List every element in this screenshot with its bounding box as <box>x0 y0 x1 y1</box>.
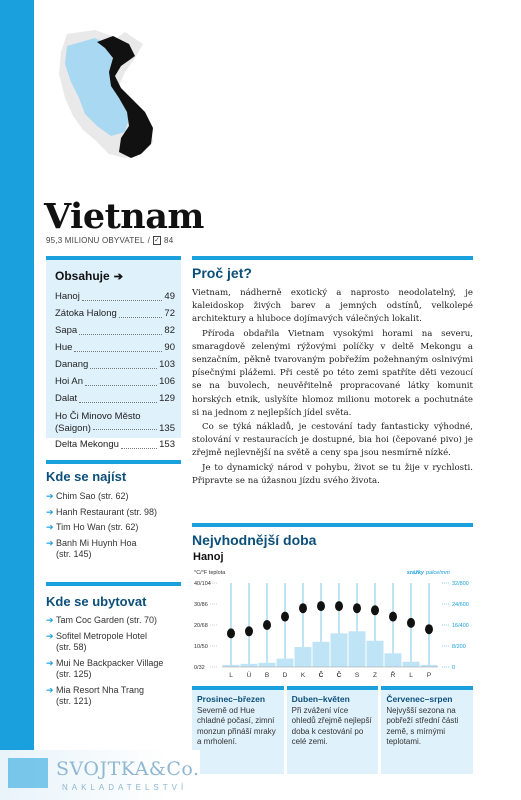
temp-tick-label: 30/86 <box>194 602 208 608</box>
leader-dots <box>82 288 163 301</box>
sleep-heading: Kde se ubytovat <box>46 594 147 609</box>
publisher-name: SVOJTKA&Co. <box>56 758 200 780</box>
leader-dots <box>93 423 157 431</box>
publisher-logo <box>0 750 200 800</box>
sleep-item-text: (str. 125) <box>56 669 92 679</box>
toc-item[interactable] <box>55 339 175 356</box>
eat-item-text: Chim Sao (str. 62) <box>56 491 129 501</box>
toc-page: 72 <box>164 308 175 319</box>
contents-heading-text: Obsahuje <box>55 269 110 283</box>
toc-item[interactable] <box>55 305 175 322</box>
month-label: Ř <box>390 672 396 679</box>
sleep-item[interactable] <box>46 685 181 708</box>
temp-tick-label: 40/104 <box>194 581 211 587</box>
toc-item[interactable] <box>55 411 175 434</box>
section-rule <box>192 523 473 527</box>
rain-bar <box>367 641 384 667</box>
month-label: K <box>300 672 306 679</box>
month-label: L <box>409 672 413 679</box>
toc-name: Danang <box>55 359 89 370</box>
rain-bar <box>241 664 258 667</box>
temp-tick-label: 10/50 <box>194 644 208 650</box>
eat-item-text: (str. 145) <box>56 549 92 559</box>
sleep-list <box>46 615 181 712</box>
toc-page: 49 <box>164 291 175 302</box>
vietnam-locator-map <box>55 28 160 178</box>
month-label: Č <box>318 672 324 679</box>
rain-tick-label: 32/800 <box>452 581 469 587</box>
toc-name: Ho Či Minovo Město <box>55 411 141 422</box>
temp-dot <box>299 603 307 613</box>
toc-item[interactable] <box>55 390 175 407</box>
climate-chart <box>192 565 473 685</box>
toc-page: 90 <box>164 342 175 353</box>
temp-dot <box>263 620 271 630</box>
arrow-right-icon: ➔ <box>113 270 123 283</box>
leader-dots <box>90 356 157 369</box>
rain-bar <box>403 662 420 667</box>
toc-name: (Saigon) <box>55 422 91 434</box>
toc-page: 103 <box>159 359 175 370</box>
rain-axis-label: palce/mm <box>426 570 450 576</box>
rain-bar <box>295 647 312 667</box>
toc-name: Hanoj <box>55 291 80 302</box>
month-label: S <box>354 672 360 679</box>
toc-item[interactable] <box>55 288 175 305</box>
section-rule <box>46 460 181 464</box>
side-color-strip <box>0 0 34 800</box>
toc-name: Hoi An <box>55 376 83 387</box>
temp-dot <box>245 626 253 636</box>
temp-tick-label: 20/68 <box>194 623 208 629</box>
season-text: Nejvyšší sezona na pobřeží střední části země, s mírnými teplotami. <box>386 706 459 747</box>
seasons-row <box>192 686 473 774</box>
season-card <box>192 686 284 774</box>
why-paragraph: Vietnam, nádherně exotický a naprosto neodolatelný, je kaleidoskop živých barev a jemných odstínů, velkolepé architektury a hluboce dojímavých válečných lokalit. <box>192 288 473 325</box>
publisher-badge-icon <box>8 758 48 788</box>
temp-dot <box>371 605 379 615</box>
toc-item[interactable] <box>55 436 175 453</box>
temp-dot <box>407 618 415 628</box>
leader-dots <box>85 373 157 386</box>
contents-list <box>55 288 175 453</box>
eat-list <box>46 491 181 565</box>
page-ref: 84 <box>164 236 174 245</box>
temp-dot <box>389 612 397 622</box>
arrow-right-icon: ➔ <box>46 657 54 668</box>
why-paragraph: Co se týká nákladů, je cestování tady fantasticky výhodné, stolování v restauracích je dostupné, bia hoi (čepované pivo) je zřejmě nejlevnější na světě a ceny spa jsou nesmírně nízké. <box>192 422 473 459</box>
toc-item[interactable] <box>55 373 175 390</box>
sleep-item[interactable] <box>46 631 181 654</box>
month-label: Č <box>336 672 342 679</box>
season-card <box>287 686 379 774</box>
season-heading: Duben–květen <box>291 694 350 704</box>
city-name: Hanoj <box>193 551 224 563</box>
temp-axis-label: °C/°F teplota <box>194 570 226 576</box>
arrow-right-icon: ➔ <box>46 630 54 641</box>
rain-tick-label: 8/200 <box>452 644 466 650</box>
toc-page: 129 <box>159 393 175 404</box>
temp-tick-label: 0/32 <box>194 665 205 671</box>
eat-item[interactable] <box>46 522 181 534</box>
sleep-item-text: (str. 58) <box>56 642 87 652</box>
arrow-right-icon: ➔ <box>46 684 54 695</box>
best-time-heading: Nejvhodnější doba <box>192 532 317 548</box>
population-text: 95,3 MILIONU OBYVATEL <box>46 236 145 245</box>
section-rule <box>192 256 473 260</box>
temp-dot <box>335 601 343 611</box>
sleep-item-text: (str. 121) <box>56 696 92 706</box>
sleep-item-text: Tam Coc Garden (str. 70) <box>56 615 158 625</box>
eat-item[interactable] <box>46 507 181 519</box>
sleep-item-text: Mia Resort Nha Trang <box>56 684 145 695</box>
contents-heading <box>55 269 123 283</box>
eat-item[interactable] <box>46 538 181 561</box>
month-label: Ú <box>246 672 252 679</box>
season-text: Severně od Hue chladné počasí, zimní monzun přináší mraky a mrholení. <box>197 706 276 747</box>
sleep-item[interactable] <box>46 615 181 627</box>
population-line <box>46 236 173 245</box>
temp-dot <box>353 603 361 613</box>
temp-dot <box>281 612 289 622</box>
temp-dot <box>425 624 433 634</box>
section-rule <box>46 582 181 586</box>
eat-heading: Kde se najíst <box>46 469 127 484</box>
rain-bar <box>313 642 330 667</box>
season-card <box>381 686 473 774</box>
eat-item-text: Hanh Restaurant (str. 98) <box>56 506 158 517</box>
month-label: D <box>282 672 288 679</box>
rain-bar <box>223 665 240 667</box>
eat-item-text: Banh Mi Huynh Hoa <box>56 537 137 548</box>
rain-bar <box>385 653 402 667</box>
rain-bar <box>259 663 276 667</box>
contents-box <box>46 256 181 450</box>
month-label: B <box>264 672 270 679</box>
arrow-right-icon: ➔ <box>46 506 54 517</box>
why-heading: Proč jet? <box>192 265 252 281</box>
toc-name: Sapa <box>55 325 78 336</box>
arrow-right-icon: ➔ <box>46 491 54 501</box>
arrow-right-icon: ➔ <box>46 615 54 625</box>
leader-dots <box>79 390 157 403</box>
why-body <box>192 287 473 489</box>
rain-axis-label-bold: srážky <box>406 570 424 576</box>
leader-dots <box>79 322 162 335</box>
arrow-right-icon: ➔ <box>46 522 54 532</box>
leader-dots <box>74 339 162 352</box>
toc-item[interactable] <box>55 322 175 339</box>
leader-dots <box>121 436 157 449</box>
rain-bar <box>277 659 294 667</box>
toc-name: Dalat <box>55 393 78 404</box>
leader-dots <box>119 305 163 318</box>
toc-page: 82 <box>164 325 175 336</box>
rain-bar <box>421 665 438 667</box>
toc-page: 106 <box>159 376 175 387</box>
rain-tick-label: 16/400 <box>452 623 469 629</box>
page-title: Vietnam <box>44 196 204 237</box>
eat-item[interactable] <box>46 491 181 503</box>
publisher-sub: NAKLADATELSTVÍ <box>62 783 188 792</box>
toc-name: Delta Mekongu <box>55 439 119 450</box>
toc-name: Hue <box>55 342 73 353</box>
temp-dot <box>317 601 325 611</box>
season-heading: Červenec–srpen <box>386 694 453 704</box>
temp-dot <box>227 628 235 638</box>
rain-bar <box>349 631 366 667</box>
season-heading: Prosinec–březen <box>197 694 266 704</box>
sleep-item[interactable] <box>46 658 181 681</box>
month-label: L <box>229 672 233 679</box>
toc-page: 135 <box>159 422 175 434</box>
sleep-item-text: Sofitel Metropole Hotel <box>56 630 148 641</box>
eat-item-text: Tim Ho Wan (str. 62) <box>56 522 139 532</box>
separator: / <box>147 236 151 245</box>
book-icon: ✓ <box>154 237 161 244</box>
rain-bar <box>331 633 348 667</box>
toc-item[interactable] <box>55 356 175 373</box>
month-label: P <box>426 672 432 679</box>
rain-tick-label: 24/600 <box>452 602 469 608</box>
sleep-item-text: Mui Ne Backpacker Village <box>56 657 164 668</box>
toc-page: 153 <box>159 439 175 450</box>
arrow-right-icon: ➔ <box>46 537 54 548</box>
toc-name: Zátoka Halong <box>55 308 117 319</box>
month-label: Z <box>373 672 377 679</box>
why-paragraph: Příroda obdařila Vietnam vysokými horami na severu, smaragdově zelenými rýžovými políčky v deltě Mekongu a senzačním, pěkně tvarovaným pobřežím požehnaným oslnivými písečnými plážemi. Při cestě po této zemi spatříte děti vezoucí se na buvolech, neuvěřitelně propracované látky komunit horských etnik, uslyšíte hlomoz milionu motorek a pochutnáte si na jednom z nejlepších jídel světa. <box>192 328 473 418</box>
season-text: Při zvážení více ohledů zřejmě nejlepší doba k cestování po celé zemi. <box>291 706 372 747</box>
rain-tick-label: 0 <box>452 665 456 671</box>
why-paragraph: Je to dynamický národ v pohybu, život se tu žije v rychlosti. Připravte se na úžasnou jízdu svého života. <box>192 462 473 486</box>
